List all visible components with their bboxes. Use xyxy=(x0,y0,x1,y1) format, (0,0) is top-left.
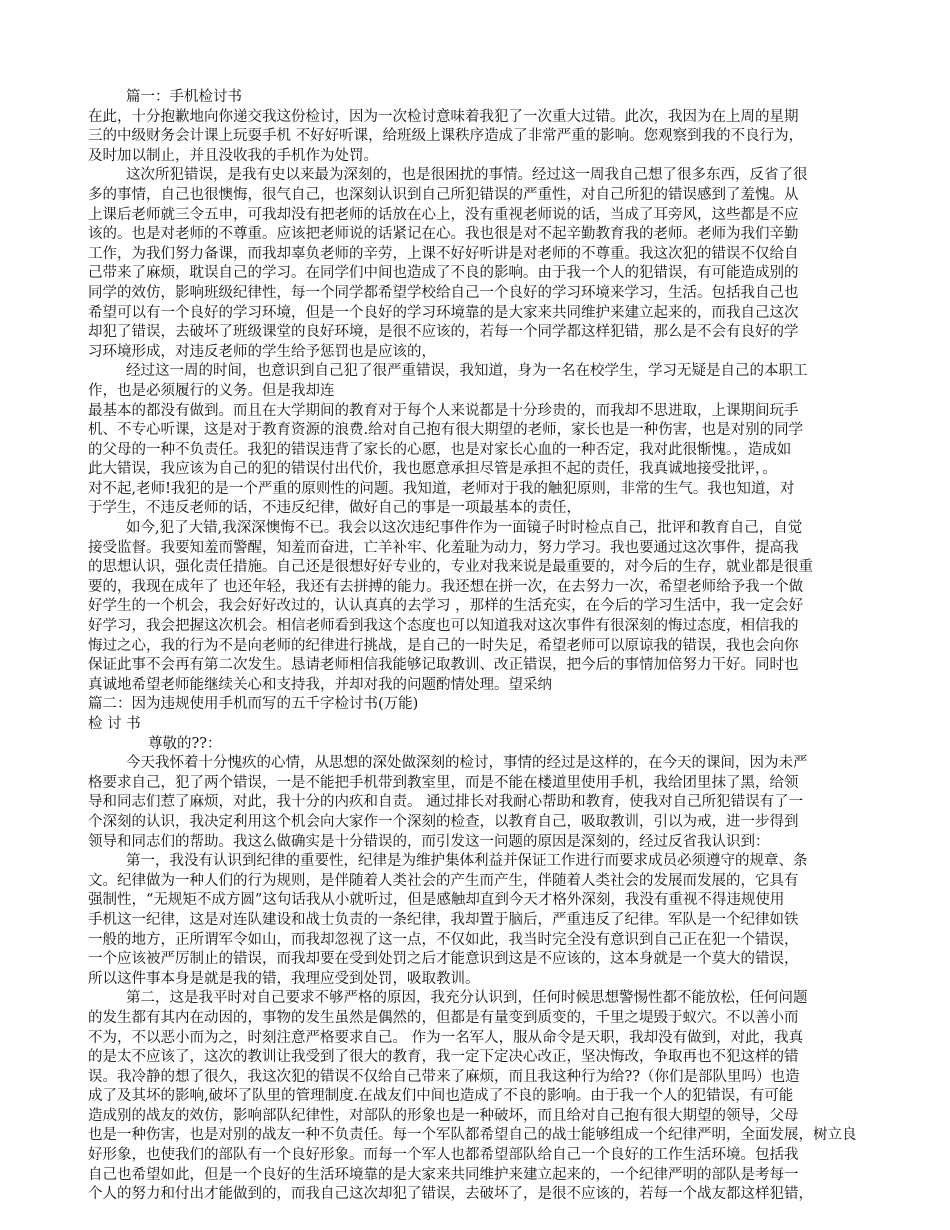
text-line: 及时加以制止，并且没收我的手机作为处罚。 xyxy=(88,147,378,164)
text-line: 希望可以有一个良好的学习环境，但是一个良好的学习环境靠的是大家来共同维护来建立起来的，而我自己这次 xyxy=(88,304,799,321)
text-line: 的父母的一种不负责任。我犯的错误违背了家长的心愿，也是对家长心血的一种否定，我对此很惭愧。，造成如 xyxy=(88,441,792,458)
text-line: 于学生，不违反老师的话，不违反纪律，做好自己的事是一项最基本的责任， xyxy=(88,500,581,517)
text-line: 好学生的一个机会，我会好好改过的，认认真真的去学习 ，那样的生活充实，在今后的学习生活中，我一定会好 xyxy=(88,598,804,615)
text-line: 领导和同志们的帮助。我这么做确实是十分错误的，而引发这一问题的原因是深刻的，经过反省我认识到： xyxy=(88,833,770,850)
text-line: 强制性，“无规矩不成方圆”这句话我从小就听过，但是感触却直到今天才格外深刻，我没有重视不得违规使用 xyxy=(88,892,785,909)
text-line: 如今,犯了大错,我深深懊悔不已。我会以这次违纪事件作为一面镜子时时检点自己，批评和教育自己，自觉 xyxy=(126,520,803,537)
text-line: 也是一种伤害，也是对别的战友一种不负责任。每一个军队都希望自己的战士能够组成一个纪律严明，全面发展，树立良 xyxy=(88,1127,857,1144)
text-line: 经过这一周的时间，也意识到自己犯了很严重错误，我知道，身为一名在校学生，学习无疑是自己的本职工 xyxy=(126,363,808,380)
text-line: 文。纪律做为一种人们的行为规则，是伴随着人类社会的产生而产生，伴随着人类社会的发展而发展的，它具有 xyxy=(88,872,799,889)
text-line: 检 讨 书 xyxy=(88,716,141,732)
text-line: 要的，我现在成年了 也还年轻，我还有去拼搏的能力。我还想在拼一次，在去努力一次，希望老师给予我一个做 xyxy=(88,578,804,595)
text-line: 自己也希望如此，但是一个良好的生活环境靠的是大家来共同维护来建立起来的，一个纪律严明的部队是考每一 xyxy=(88,1166,799,1183)
text-line: 该的。也是对老师的不尊重。应该把老师说的话紧记在心。我也很是对不起辛勤教育我的老师。老师为我们辛勤 xyxy=(88,226,799,243)
text-line: 却犯了错误，去破坏了班级课堂的良好环境，是很不应该的，若每一个同学都这样犯错，那么是不会有良好的学 xyxy=(88,324,799,341)
text-line: 格要求自己，犯了两个错误，一是不能把手机带到教室里，而是不能在楼道里使用手机，我给团里抹了黑，给领 xyxy=(88,774,799,791)
text-line: 在此，十分抱歉地向你递交我这份检讨，因为一次检讨意味着我犯了一次重大过错。此次，我因为在上周的星期 xyxy=(88,108,799,125)
text-line: 的是太不应该了，这次的教训让我受到了很大的教育，我一定下定决心改正，坚决悔改，争取再也不犯这样的错 xyxy=(88,1049,799,1066)
text-line: 机、不专心听课，这是对于教育资源的浪费.给对自己抱有很大期望的老师，家长也是一种伤害，也是对别的同学 xyxy=(88,422,804,439)
text-line: 保证此事不会再有第二次发生。恳请老师相信我能够记取教训、改正错误，把今后的事情加倍努力干好。同时也 xyxy=(88,657,799,674)
text-line: 好学习，我会把握这次机会。相信老师看到我这个态度也可以知道我对这次事件有很深刻的悔过态度，相信我的 xyxy=(88,618,799,635)
text-line: 导和同志们惹了麻烦，对此，我十分的内疚和自责。 通过排长对我耐心帮助和教育，使我对自己所犯错误有了一 xyxy=(88,794,804,811)
text-line: 工作，为我们努力备课，而我却辜负老师的辛劳，上课不好好听讲是对老师的不尊重。我这次犯的错误不仅给自 xyxy=(88,245,799,262)
text-line: 篇二：因为违规使用手机而写的五千字检讨书(万能) xyxy=(88,696,419,713)
text-line: 一个应该被严厉制止的错误，而我却要在受到处罚之后才能意识到这是不应该的，这本身就是一个莫大的错误， xyxy=(88,951,799,968)
text-line: 真诚地希望老师能继续关心和支持我，并却对我的问题酌情处理。望采纳 xyxy=(88,676,552,693)
text-line: 三的中级财务会计课上玩耍手机 不好好听课，给班级上课秩序造成了非常严重的影响。您观察到我的不良行为， xyxy=(88,128,804,145)
text-line: 尊敬的??： xyxy=(148,735,222,752)
text-line: 的思想认识，强化责任措施。自己还是很想好好专业的，专业对我来说是最重要的，对今后的生存，就业都是很重 xyxy=(88,559,813,576)
text-line: 误。我冷静的想了很久，我这次犯的错误不仅给自己带来了麻烦，而且我这种行为给??（你们是部队里吗）也造 xyxy=(88,1068,800,1085)
text-line: 的发生都有其内在动因的，事物的发生虽然是偶然的，但都是有量变到质变的，千里之堤毁于蚁穴。不以善小而 xyxy=(88,1009,799,1026)
text-line: 上课后老师就三令五申，可我却没有把老师的话放在心上，没有重视老师说的话，当成了耳旁风，这些都是不应 xyxy=(88,206,799,223)
text-line: 手机这一纪律，这是对连队建设和战士负责的一条纪律，我却置于脑后，严重违反了纪律。军队是一个纪律如铁 xyxy=(88,911,799,928)
text-line: 己带来了麻烦，耽误自己的学习。在同学们中间也造成了不良的影响。由于我一个人的犯错误，有可能造成别的 xyxy=(88,265,799,282)
text-line: 这次所犯错误，是我有史以来最为深刻的，也是很困扰的事情。经过这一周我自己想了很多东西，反省了很 xyxy=(126,167,808,184)
text-line: 习环境形成，对违反老师的学生给予惩罚也是应该的， xyxy=(88,343,436,360)
text-line: 今天我怀着十分愧疚的心情，从思想的深处做深刻的检讨，事情的经过是这样的，在今天的课间，因为未严 xyxy=(126,755,808,772)
text-line: 个人的努力和付出才能做到的，而我自己这次却犯了错误，去破坏了，是很不应该的，若每一个战友都这样犯错， xyxy=(88,1186,813,1203)
text-line: 最基本的都没有做到。而且在大学期间的教育对于每个人来说都是十分珍贵的，而我却不思进取，上课期间玩手 xyxy=(88,402,799,419)
text-line: 作，也是必须履行的义务。但是我却连 xyxy=(88,382,335,399)
text-line: 好形象，也使我们的部队有一个良好形象。而每一个军人也都希望部队给自己一个良好的工作生活环境。包括我 xyxy=(88,1147,799,1164)
text-line: 对不起,老师!我犯的是一个严重的原则性的问题。我知道，老师对于我的触犯原则，非常的生气。我也知道，对 xyxy=(88,480,795,497)
text-line: 篇一：手机检讨书 xyxy=(126,89,242,105)
text-line: 所以这件事本身是就是我的错，我理应受到处罚，吸取教训。 xyxy=(88,970,480,987)
text-line: 一般的地方，正所谓军令如山，而我却忽视了这一点，不仅如此，我当时完全没有意识到自己正在犯一个错误， xyxy=(88,931,799,948)
text-line: 不为，不以恶小而为之，时刻注意严格要求自己。 作为一名军人，服从命令是天职，我却没有做到，对此，我真 xyxy=(88,1029,804,1046)
text-line: 同学的效仿，影响班级纪律性，每一个同学都希望学校给自己一个良好的学习环境来学习，生活。包括我自己也 xyxy=(88,284,799,301)
text-line: 成了及其坏的影响,破坏了队里的管理制度.在战友们中间也造成了不良的影响。由于我一个人的犯错误，有可能 xyxy=(88,1088,794,1105)
text-line: 悔过之心，我的行为不是向老师的纪律进行挑战，是自己的一时失足，希望老师可以原谅我的错误，我也会向你 xyxy=(88,637,799,654)
text-line: 接受监督。我要知羞而警醒，知羞而奋进，亡羊补牢、化羞耻为动力，努力学习。我也要通过这次事件，提高我 xyxy=(88,539,799,556)
text-line: 多的事情，自己也很懊悔，很气自己，也深刻认识到自己所犯错误的严重性，对自己所犯的错误感到了羞愧。从 xyxy=(88,186,799,203)
text-line: 个深刻的认识，我决定利用这个机会向大家作一个深刻的检查，以教育自己，吸取教训，引以为戒，进一步得到 xyxy=(88,813,799,830)
text-line: 第一，我没有认识到纪律的重要性，纪律是为维护集体利益并保证工作进行而要求成员必须遵守的规章、条 xyxy=(126,853,808,870)
text-line: 第二，这是我平时对自己要求不够严格的原因，我充分认识到，任何时候思想警惕性都不能放松，任何问题 xyxy=(126,990,808,1007)
text-line: 造成别的战友的效仿，影响部队纪律性，对部队的形象也是一种破坏，而且给对自己抱有很大期望的领导，父母 xyxy=(88,1107,799,1124)
text-line: 此大错误，我应该为自己的犯的错误付出代价，我也愿意承担尽管是承担不起的责任，我真诚地接受批评，。 xyxy=(88,461,777,478)
